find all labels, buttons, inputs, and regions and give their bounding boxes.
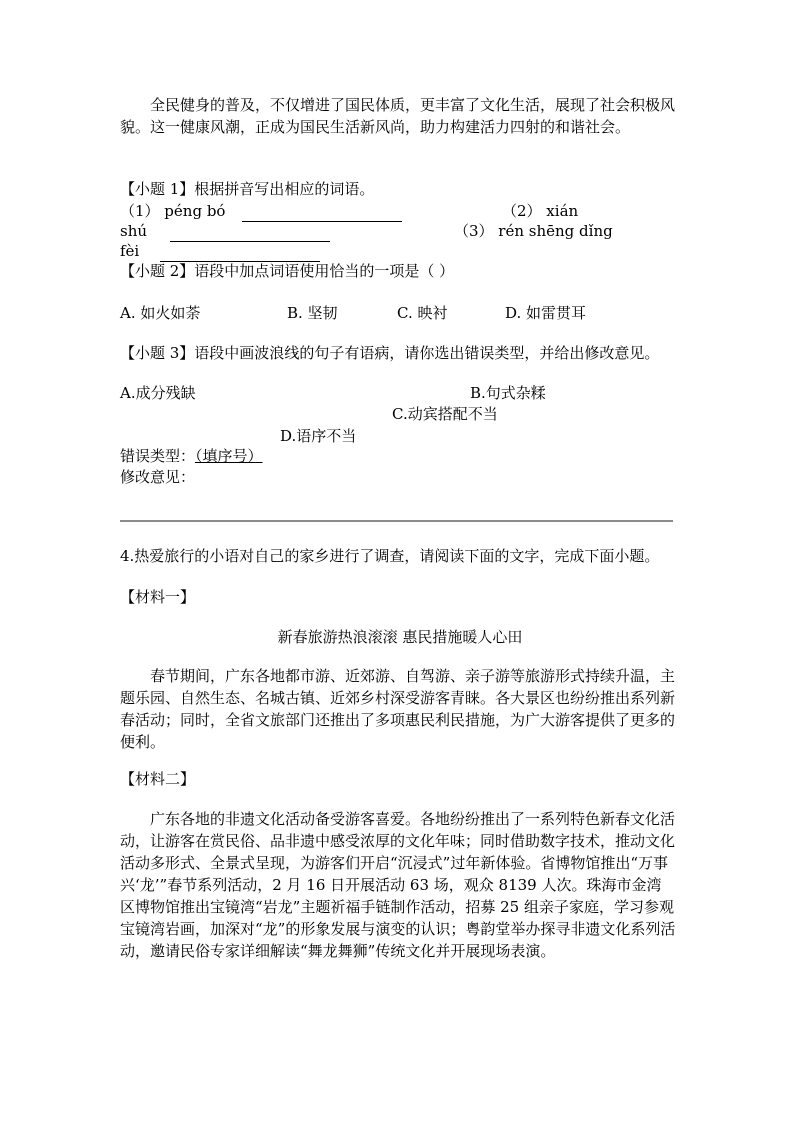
q4-intro: 4.热爱旅行的小语对自己的家乡进行了调查，请阅读下面的文字，完成下面小题。	[120, 547, 660, 565]
q3-error-type-label: 错误类型：	[120, 447, 196, 465]
q3-error-type	[120, 445, 680, 467]
q3-option-d[interactable]: D.语序不当	[280, 427, 357, 445]
q1-row-3	[120, 240, 680, 262]
material-1-label: 【材料一】	[120, 588, 196, 606]
q3-error-type-blank[interactable]: （填序号）	[195, 447, 263, 465]
material-1-title: 新春旅游热浪滚滚 惠民措施暖人心田	[277, 628, 523, 646]
q1-item-2-cont: shú	[120, 222, 148, 240]
q1-row-1	[120, 200, 680, 222]
q1-title: 【小题 1】根据拼音写出相应的词语。	[120, 180, 375, 198]
q1-item-3-cont: fèi	[120, 242, 140, 260]
q1-item-3: （3） rén shēng dǐng	[454, 222, 613, 240]
q1-row-2	[120, 220, 680, 242]
q2-option-a[interactable]: A. 如火如荼	[120, 304, 201, 322]
q1-item-1: （1） péng bó	[120, 202, 226, 220]
q2-option-b[interactable]: B. 坚韧	[287, 304, 338, 322]
q3-advice-label: 修改意见：	[120, 468, 196, 486]
q2-title: 【小题 2】语段中加点词语使用恰当的一项是（ ）	[120, 262, 455, 280]
material-2-label: 【材料二】	[120, 770, 196, 788]
material-2-text: 广东各地的非遗文化活动备受游客喜爱。各地纷纷推出了一系列特色新春文化活动，让游客在赏民俗、品非遗中感受浓厚的文化年味；同时借助数字技术，推动文化活动多形式、全景式呈现，为游客们开启“沉浸式”过年新体验。省博物馆推出“万事兴‘龙’”春节系列活动，2 月 16 日开展活动 63 场，观众 8139 人次。珠海市金湾区博物馆推出宝镜湾“岩龙”主题祈福手链制作活动，招募 25 组亲子家庭，学习参观宝镜湾岩画，加深对“龙”的形象发展与演变的认识；粤韵堂举办探寻非遗文化系列活动，邀请民俗专家详细解读“舞龙舞狮”传统文化并开展现场表演。	[120, 810, 676, 960]
passage-paragraph: 全民健身的普及，不仅增进了国民体质，更丰富了文化生活，展现了社会积极风貌。这一健康风潮，正成为国民生活新风尚，助力构建活力四射的和谐社会。	[120, 96, 676, 136]
q2-option-c[interactable]: C. 映衬	[397, 304, 448, 322]
q3-option-b[interactable]: B.句式杂糅	[470, 384, 546, 402]
section-divider	[120, 520, 673, 522]
q2-option-d[interactable]: D. 如雷贯耳	[505, 304, 587, 322]
q3-option-a[interactable]: A.成分残缺	[120, 384, 196, 402]
material-1-text: 春节期间，广东各地都市游、近郊游、自驾游、亲子游等旅游形式持续升温，主题乐园、自然生态、名城古镇、近郊乡村深受游客青睐。各大景区也纷纷推出系列新春活动；同时，全省文旅部门还推出了多项惠民利民措施，为广大游客提供了更多的便利。	[120, 667, 676, 751]
q3-title: 【小题 3】语段中画波浪线的句子有语病，请你选出错误类型，并给出修改意见。	[120, 344, 660, 362]
q1-item-2: （2） xián	[502, 202, 579, 220]
q3-option-c[interactable]: C.动宾搭配不当	[392, 405, 498, 423]
